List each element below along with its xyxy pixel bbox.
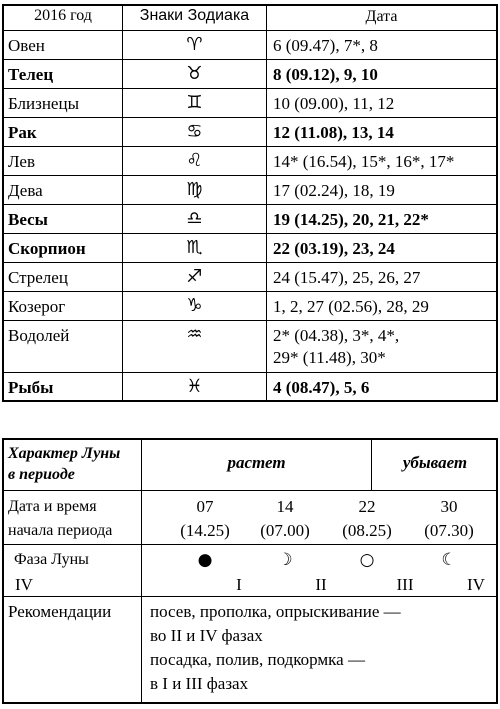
phase-growing: растет (227, 453, 286, 472)
zodiac-glyph-icon: ♎︎ (122, 205, 266, 233)
datetime-label-line1: Дата и время (8, 498, 97, 515)
moon-character-label-line1: Характер Луны (8, 445, 121, 462)
zodiac-glyph-icon: ♑︎ (122, 292, 266, 320)
zodiac-dates: 4 (08.47), 5, 6 (266, 373, 496, 401)
zodiac-sign-name: Лев (8, 152, 35, 171)
zodiac-sign-name: Водолей (8, 326, 70, 345)
period-3-day: 22 (358, 497, 376, 516)
zodiac-dates: 12 (11.08), 13, 14 (266, 118, 496, 146)
zodiac-row (4, 262, 496, 291)
zodiac-glyph-icon: ♌︎ (122, 147, 266, 175)
period-1-day: 07 (196, 497, 214, 516)
zodiac-dates: 1, 2, 27 (02.56), 28, 29 (266, 292, 496, 320)
zodiac-sign-name: Весы (8, 210, 48, 229)
zodiac-row (4, 30, 496, 59)
zodiac-sign-name: Рак (8, 123, 37, 142)
zodiac-row (4, 372, 496, 401)
zodiac-row (4, 175, 496, 204)
moon-table (2, 438, 498, 704)
moon-character-label (8, 443, 138, 485)
zodiac-row (4, 88, 496, 117)
phase-number-ii: II (315, 575, 327, 594)
zodiac-row (4, 146, 496, 175)
zodiac-glyph-icon: ♍︎ (122, 176, 266, 204)
zodiac-dates-line: 29* (11.48), 30* (273, 348, 386, 367)
recommendation-line: в I и III фазах (150, 674, 249, 693)
zodiac-sign-name: Близнецы (8, 94, 79, 113)
datetime-label-line2: начала периода (8, 522, 113, 539)
period-3-time: (08.25) (342, 521, 392, 540)
phase-number-iv-right: IV (467, 575, 485, 594)
period-3 (336, 495, 398, 543)
zodiac-glyph-icon: ♋︎ (122, 118, 266, 146)
new-moon-icon: ○ (359, 550, 375, 570)
zodiac-table (2, 4, 498, 402)
zodiac-dates (266, 321, 496, 372)
zodiac-row (4, 233, 496, 262)
first-quarter-moon-icon: ☽ (277, 550, 293, 570)
last-quarter-moon-icon: ☾ (441, 550, 457, 570)
period-4-day: 30 (440, 497, 458, 516)
period-2-time: (07.00) (260, 521, 310, 540)
zodiac-sign-name: Козерог (8, 297, 66, 316)
zodiac-sign-name: Овен (8, 36, 45, 55)
recommendation-line: посев, прополка, опрыскивание — (150, 602, 401, 621)
phase-number-iii: III (396, 575, 414, 594)
zodiac-row (4, 117, 496, 146)
zodiac-dates: 24 (15.47), 25, 26, 27 (266, 263, 496, 291)
header-date: Дата (266, 6, 496, 30)
recommendation-line: во II и IV фазах (150, 626, 263, 645)
divider (4, 490, 496, 491)
zodiac-glyph-icon: ♊︎ (122, 89, 266, 117)
zodiac-dates-line: 2* (04.38), 3*, 4*, (273, 326, 400, 345)
zodiac-dates: 10 (09.00), 11, 12 (266, 89, 496, 117)
phase-number-i: I (236, 575, 242, 594)
zodiac-sign-name: Стрелец (8, 268, 68, 287)
period-2-day: 14 (276, 497, 294, 516)
zodiac-row (4, 291, 496, 320)
recommendation-line: посадка, полив, подкормка — (150, 650, 365, 669)
period-1-time: (14.25) (180, 521, 230, 540)
recommendations-label: Рекомендации (8, 602, 112, 621)
zodiac-dates: 17 (02.24), 18, 19 (266, 176, 496, 204)
divider (141, 572, 142, 596)
zodiac-dates: 22 (03.19), 23, 24 (266, 234, 496, 262)
period-1 (174, 495, 236, 543)
zodiac-dates: 19 (14.25), 20, 21, 22* (266, 205, 496, 233)
zodiac-glyph-icon: ♐︎ (122, 263, 266, 291)
zodiac-sign-name: Дева (8, 181, 43, 200)
period-2 (254, 495, 316, 543)
datetime-label (8, 495, 140, 543)
full-moon-icon: ● (197, 550, 213, 570)
zodiac-dates: 14* (16.54), 15*, 16*, 17* (266, 147, 496, 175)
zodiac-row (4, 320, 496, 372)
divider (141, 440, 142, 702)
recommendations-text (150, 600, 495, 696)
period-4 (418, 495, 480, 543)
zodiac-sign-name: Скорпион (8, 239, 86, 258)
zodiac-dates: 6 (09.47), 7*, 8 (266, 31, 496, 59)
phase-label: Фаза Луны (14, 551, 89, 568)
zodiac-sign-name: Телец (8, 65, 54, 84)
divider (4, 544, 496, 545)
zodiac-sign-name: Рыбы (8, 378, 54, 397)
zodiac-row (4, 59, 496, 88)
phase-waning: убывает (402, 453, 468, 472)
zodiac-row (4, 204, 496, 233)
header-year: 2016 год (34, 7, 92, 24)
zodiac-dates: 8 (09.12), 9, 10 (266, 60, 496, 88)
zodiac-glyph-icon: ♒︎ (122, 321, 266, 372)
zodiac-glyph-icon: ♏︎ (122, 234, 266, 262)
divider (4, 596, 496, 597)
header-signs: Знаки Зодиака (122, 6, 266, 30)
moon-character-label-line2: в периоде (8, 466, 75, 483)
zodiac-header-row (4, 6, 496, 30)
phase-number-iv-left: IV (15, 575, 33, 594)
zodiac-glyph-icon: ♈︎ (122, 31, 266, 59)
period-4-time: (07.30) (424, 521, 474, 540)
zodiac-glyph-icon: ♓︎ (122, 373, 266, 401)
zodiac-glyph-icon: ♉︎ (122, 60, 266, 88)
